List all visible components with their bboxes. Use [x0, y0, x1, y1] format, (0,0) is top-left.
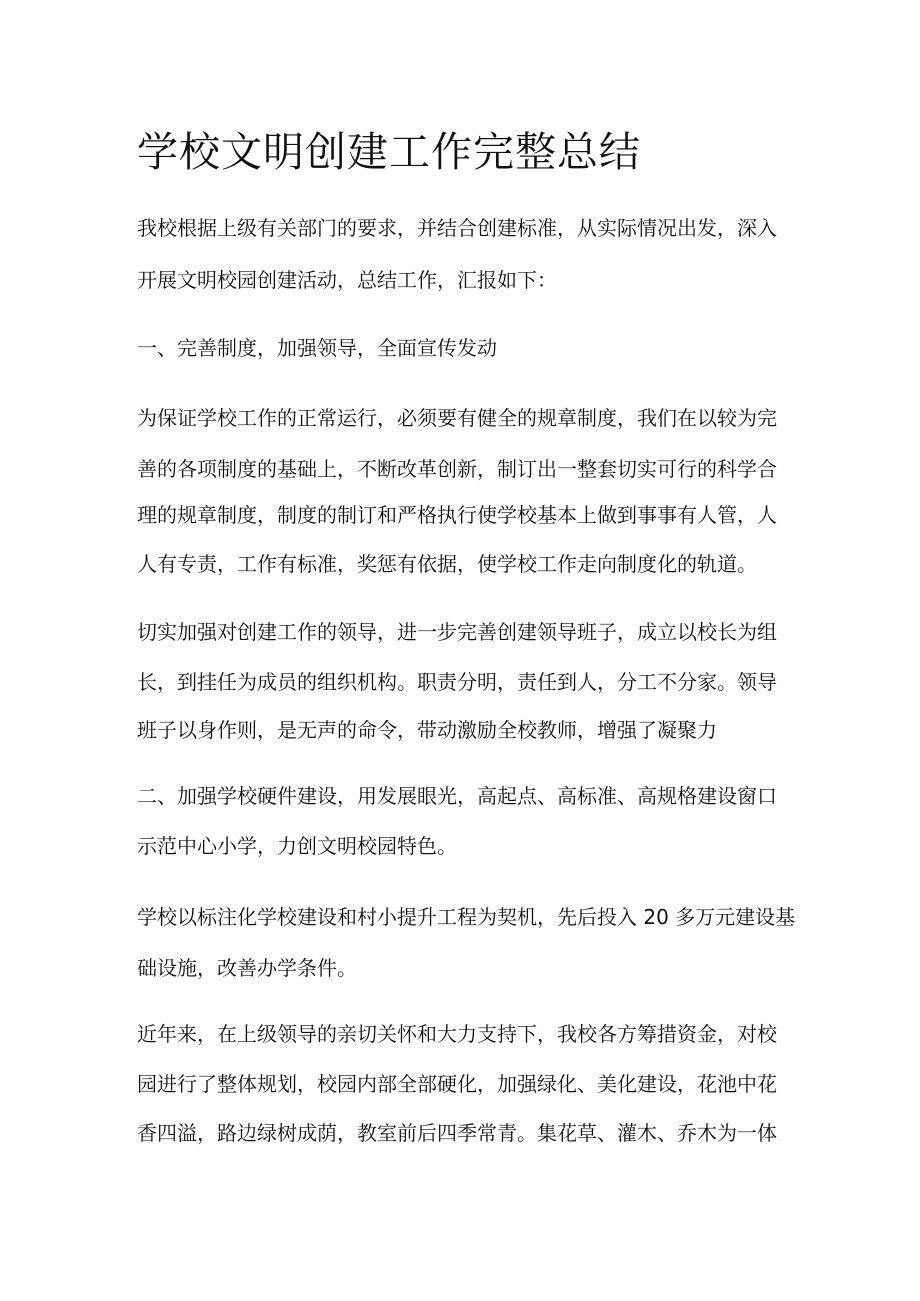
body-line: 善的各项制度的基础上，不断改革创新，制订出一整套切实可行的科学合 — [137, 457, 777, 481]
body-line: 切实加强对创建工作的领导，进一步完善创建领导班子，成立以校长为组 — [137, 620, 777, 644]
section-heading: 二、加强学校硬件建设，用发展眼光，高起点、高标准、高规格建设窗口 — [137, 784, 777, 808]
body-line: 学校以标注化学校建设和村小提升工程为契机，先后投入 20 多万元建设基 — [137, 905, 796, 929]
body-line: 开展文明校园创建活动，总结工作，汇报如下： — [137, 268, 557, 292]
section-heading: 示范中心小学，力创文明校园特色。 — [137, 834, 457, 858]
body-line: 园进行了整体规划，校园内部全部硬化，加强绿化、美化建设，花池中花 — [137, 1072, 777, 1096]
document-title: 学校文明创建工作完整总结 — [137, 128, 641, 176]
body-line: 理的规章制度，制度的制订和严格执行使学校基本上做到事事有人管，人 — [137, 503, 777, 527]
body-line: 近年来，在上级领导的亲切关怀和大力支持下，我校各方筹措资金，对校 — [137, 1022, 777, 1046]
body-line: 人有专责，工作有标准，奖惩有依据，使学校工作走向制度化的轨道。 — [137, 552, 757, 576]
body-line: 为保证学校工作的正常运行，必须要有健全的规章制度，我们在以较为完 — [137, 406, 777, 430]
body-line: 班子以身作则，是无声的命令，带动激励全校教师，增强了凝聚力 — [137, 718, 717, 742]
body-line: 础设施，改善办学条件。 — [137, 956, 357, 980]
section-heading: 一、完善制度，加强领导，全面宣传发动 — [137, 336, 497, 360]
body-line: 长，到挂任为成员的组织机构。职责分明，责任到人，分工不分家。领导 — [137, 670, 777, 694]
body-line: 我校根据上级有关部门的要求，并结合创建标准，从实际情况出发，深入 — [137, 216, 777, 240]
body-line: 香四溢，路边绿树成荫，教室前后四季常青。集花草、灌木、乔木为一体 — [137, 1121, 777, 1145]
